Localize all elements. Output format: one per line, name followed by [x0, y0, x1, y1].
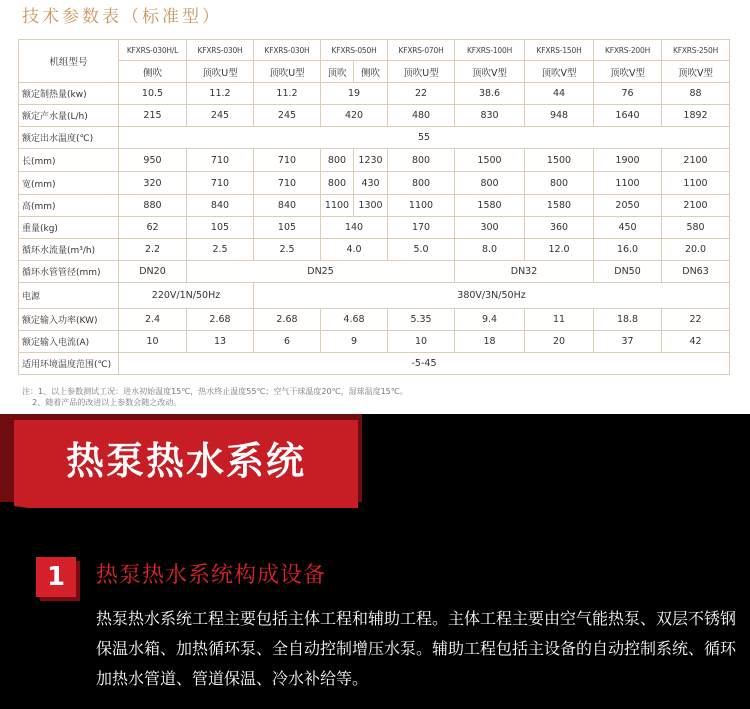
air-type-cell: 顶吹U型: [187, 61, 254, 83]
air-type-cell: 顶吹V型: [662, 61, 730, 83]
value-cell: 10.5: [119, 83, 187, 105]
value-cell: 20.0: [662, 239, 730, 261]
air-type-cell: 顶吹V型: [525, 61, 594, 83]
row-label: 额定输入功率(KW): [19, 309, 119, 331]
row-label: 循环水管管径(mm): [19, 261, 119, 283]
value-cell: 950: [119, 149, 187, 172]
value-cell: 480: [388, 105, 455, 127]
value-cell: 840: [254, 195, 321, 217]
row-label: 循环水流量(m³/h): [19, 239, 119, 261]
value-cell: 9.4: [455, 309, 525, 331]
item-description: 热泵热水系统工程主要包括主体工程和辅助工程。主体工程主要由空气能热泵、双层不锈钢保温水箱、加热循环泵、全自动控制增压水泵。辅助工程包括主设备的自动控制系统、循环加热水管道、管道保温、冷水补给等。: [96, 609, 737, 688]
row-label: 重量(kg): [19, 217, 119, 239]
value-cell: 44: [525, 83, 594, 105]
value-cell: 76: [594, 83, 662, 105]
value-cell: 105: [254, 217, 321, 239]
value-cell: 8.0: [455, 239, 525, 261]
value-cell: 800: [321, 172, 354, 195]
air-type-cell: 顶吹U型: [254, 61, 321, 83]
value-cell: DN25: [187, 261, 455, 283]
table-row: [19, 172, 730, 195]
table-row: [19, 83, 730, 105]
air-type-cell: 顶吹: [321, 61, 354, 83]
value-cell: 710: [254, 172, 321, 195]
air-type-cell: 顶吹V型: [594, 61, 662, 83]
value-cell: 1580: [525, 195, 594, 217]
value-cell: 1640: [594, 105, 662, 127]
value-cell: 42: [662, 331, 730, 353]
value-cell: 1892: [662, 105, 730, 127]
value-cell: 9: [321, 331, 388, 353]
value-cell: 2.5: [187, 239, 254, 261]
row-label: 宽(mm): [19, 172, 119, 195]
model-cell: KFXRS-250H: [662, 40, 730, 61]
value-cell: 5.35: [388, 309, 455, 331]
system-section: [0, 414, 750, 709]
value-cell: 37: [594, 331, 662, 353]
value-cell: 800: [321, 149, 354, 172]
value-cell: 38.6: [455, 83, 525, 105]
value-cell: 2100: [662, 195, 730, 217]
value-cell: 800: [525, 172, 594, 195]
value-cell: 450: [594, 217, 662, 239]
value-cell: 13: [187, 331, 254, 353]
table-row: [19, 261, 730, 283]
value-cell: 2.5: [254, 239, 321, 261]
model-cell: KFXRS-200H: [594, 40, 662, 61]
value-cell: 4.68: [321, 309, 388, 331]
value-cell: 88: [662, 83, 730, 105]
value-cell: 840: [187, 195, 254, 217]
value-cell: DN32: [455, 261, 594, 283]
value-cell: 2100: [662, 149, 730, 172]
value-cell: 580: [662, 217, 730, 239]
value-cell: 430: [354, 172, 388, 195]
value-cell: 360: [525, 217, 594, 239]
row-label: 长(mm): [19, 149, 119, 172]
table-row: [19, 61, 730, 83]
value-cell: 420: [321, 105, 388, 127]
value-cell: 2.68: [187, 309, 254, 331]
table-row: [19, 40, 730, 61]
row-label: 电源: [19, 283, 119, 309]
value-cell: 11.2: [254, 83, 321, 105]
table-notes: [22, 386, 722, 408]
value-cell: 800: [388, 172, 455, 195]
section-title: 技术参数表（标准型）: [22, 7, 222, 27]
value-cell: 11.2: [187, 83, 254, 105]
table-row: [19, 353, 730, 375]
value-cell: 380V/3N/50Hz: [254, 283, 730, 309]
row-label: 适用环境温度范围(℃): [19, 353, 119, 375]
value-cell: 245: [254, 105, 321, 127]
table-row: [19, 149, 730, 172]
banner-title: 热泵热水系统: [66, 439, 307, 483]
table-row: [19, 309, 730, 331]
row-label: 高(mm): [19, 195, 119, 217]
value-cell: 18: [455, 331, 525, 353]
spec-table: [18, 39, 730, 375]
value-cell: 19: [321, 83, 388, 105]
table-row: [19, 195, 730, 217]
value-cell: 710: [254, 149, 321, 172]
number-badge: 1: [36, 557, 76, 597]
value-cell: 800: [455, 172, 525, 195]
table-row: [19, 127, 730, 149]
model-cell: KFXRS-030H/L: [119, 40, 187, 61]
table-row: [19, 283, 730, 309]
value-cell: 320: [119, 172, 187, 195]
value-cell: 215: [119, 105, 187, 127]
row-label: 额定产水量(L/h): [19, 105, 119, 127]
value-cell: DN50: [594, 261, 662, 283]
row-label: 额定出水温度(℃): [19, 127, 119, 149]
value-cell: 1580: [455, 195, 525, 217]
value-cell: 300: [455, 217, 525, 239]
table-row: [19, 217, 730, 239]
value-cell: 1300: [354, 195, 388, 217]
note-line: 注：1、以上参数测试工况：进水初始温度15℃，热水终止温度55℃；空气干球温度20℃，湿球温度15℃。: [22, 387, 408, 396]
air-type-cell: 顶吹U型: [388, 61, 455, 83]
value-cell: 1100: [662, 172, 730, 195]
note-line: 2、随着产品的改进以上参数会随之改动。: [22, 398, 182, 407]
row-label: 额定输入电流(A): [19, 331, 119, 353]
value-cell: 170: [388, 217, 455, 239]
value-cell: 245: [187, 105, 254, 127]
model-cell: KFXRS-030H: [254, 40, 321, 61]
value-cell: 220V/1N/50Hz: [119, 283, 254, 309]
model-cell: KFXRS-150H: [525, 40, 594, 61]
value-cell: 16.0: [594, 239, 662, 261]
value-cell: 10: [119, 331, 187, 353]
value-cell: 6: [254, 331, 321, 353]
value-cell: 10: [388, 331, 455, 353]
model-cell: KFXRS-070H: [388, 40, 455, 61]
value-cell: 55: [119, 127, 730, 149]
value-cell: 62: [119, 217, 187, 239]
table-header-label: 机组型号: [19, 40, 119, 83]
row-label: 额定制热量(kw): [19, 83, 119, 105]
value-cell: 1100: [388, 195, 455, 217]
value-cell: 20: [525, 331, 594, 353]
value-cell: 1500: [455, 149, 525, 172]
model-cell: KFXRS-030H: [187, 40, 254, 61]
air-type-cell: 侧吹: [119, 61, 187, 83]
value-cell: DN63: [662, 261, 730, 283]
value-cell: 2050: [594, 195, 662, 217]
value-cell: 5.0: [388, 239, 455, 261]
value-cell: 2.4: [119, 309, 187, 331]
model-cell: KFXRS-050H: [321, 40, 388, 61]
air-type-cell: 顶吹V型: [455, 61, 525, 83]
value-cell: 22: [388, 83, 455, 105]
value-cell: 11: [525, 309, 594, 331]
value-cell: 1100: [321, 195, 354, 217]
model-cell: KFXRS-100H: [455, 40, 525, 61]
table-row: [19, 239, 730, 261]
value-cell: 1100: [594, 172, 662, 195]
value-cell: 948: [525, 105, 594, 127]
table-row: [19, 105, 730, 127]
value-cell: 105: [187, 217, 254, 239]
value-cell: 1500: [525, 149, 594, 172]
value-cell: 12.0: [525, 239, 594, 261]
item-title: 热泵热水系统构成设备: [96, 563, 327, 588]
value-cell: 800: [388, 149, 455, 172]
value-cell: 880: [119, 195, 187, 217]
value-cell: 830: [455, 105, 525, 127]
value-cell: 1900: [594, 149, 662, 172]
value-cell: 1230: [354, 149, 388, 172]
air-type-cell: 侧吹: [354, 61, 388, 83]
value-cell: 22: [662, 309, 730, 331]
value-cell: DN20: [119, 261, 187, 283]
value-cell: 18.8: [594, 309, 662, 331]
value-cell: 710: [187, 149, 254, 172]
value-cell: 4.0: [321, 239, 388, 261]
value-cell: -5-45: [119, 353, 730, 375]
value-cell: 710: [187, 172, 254, 195]
value-cell: 2.2: [119, 239, 187, 261]
value-cell: 140: [321, 217, 388, 239]
value-cell: 2.68: [254, 309, 321, 331]
table-row: [19, 331, 730, 353]
